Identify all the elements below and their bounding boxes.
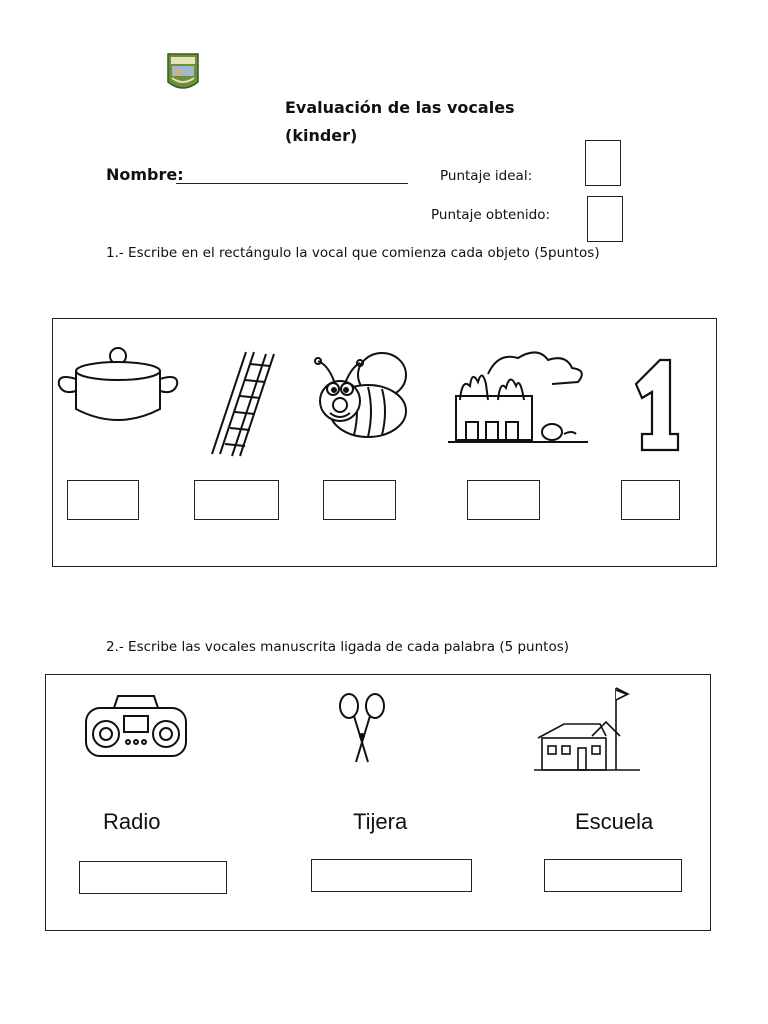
puntaje-obtenido-box[interactable]	[587, 196, 623, 242]
puntaje-ideal-box[interactable]	[585, 140, 621, 186]
pot-icon	[55, 347, 181, 427]
fire-building-icon	[448, 344, 590, 444]
puntaje-ideal-label: Puntaje ideal:	[440, 168, 533, 184]
answer-box-escuela[interactable]	[544, 859, 682, 892]
answer-box-1[interactable]	[67, 480, 139, 520]
number-one-icon	[632, 358, 682, 452]
puntaje-obtenido-label: Puntaje obtenido:	[431, 207, 551, 223]
school-icon	[530, 684, 642, 774]
section-1-instruction: 1.- Escribe en el rectángulo la vocal que comienza cada objeto (5puntos)	[106, 245, 600, 261]
scissors-icon	[336, 690, 388, 764]
school-crest-logo	[166, 52, 200, 94]
section-2-instruction: 2.- Escribe las vocales manuscrita ligada de cada palabra (5 puntos)	[106, 639, 570, 655]
nombre-label: Nombre:	[106, 165, 184, 184]
word-radio: Radio	[103, 809, 161, 834]
ladder-icon	[208, 350, 278, 458]
nombre-field[interactable]	[176, 183, 408, 184]
radio-icon	[84, 694, 188, 760]
page-title	[285, 94, 515, 150]
title-line-2: (kinder)	[285, 126, 358, 145]
bee-icon	[310, 345, 422, 443]
answer-box-2[interactable]	[194, 480, 279, 520]
answer-box-radio[interactable]	[79, 861, 227, 894]
answer-box-tijera[interactable]	[311, 859, 472, 892]
word-tijera: Tijera	[353, 809, 408, 834]
title-line-1: Evaluación de las vocales	[285, 98, 515, 117]
answer-box-5[interactable]	[621, 480, 680, 520]
answer-box-4[interactable]	[467, 480, 540, 520]
answer-box-3[interactable]	[323, 480, 396, 520]
word-escuela: Escuela	[575, 809, 654, 834]
